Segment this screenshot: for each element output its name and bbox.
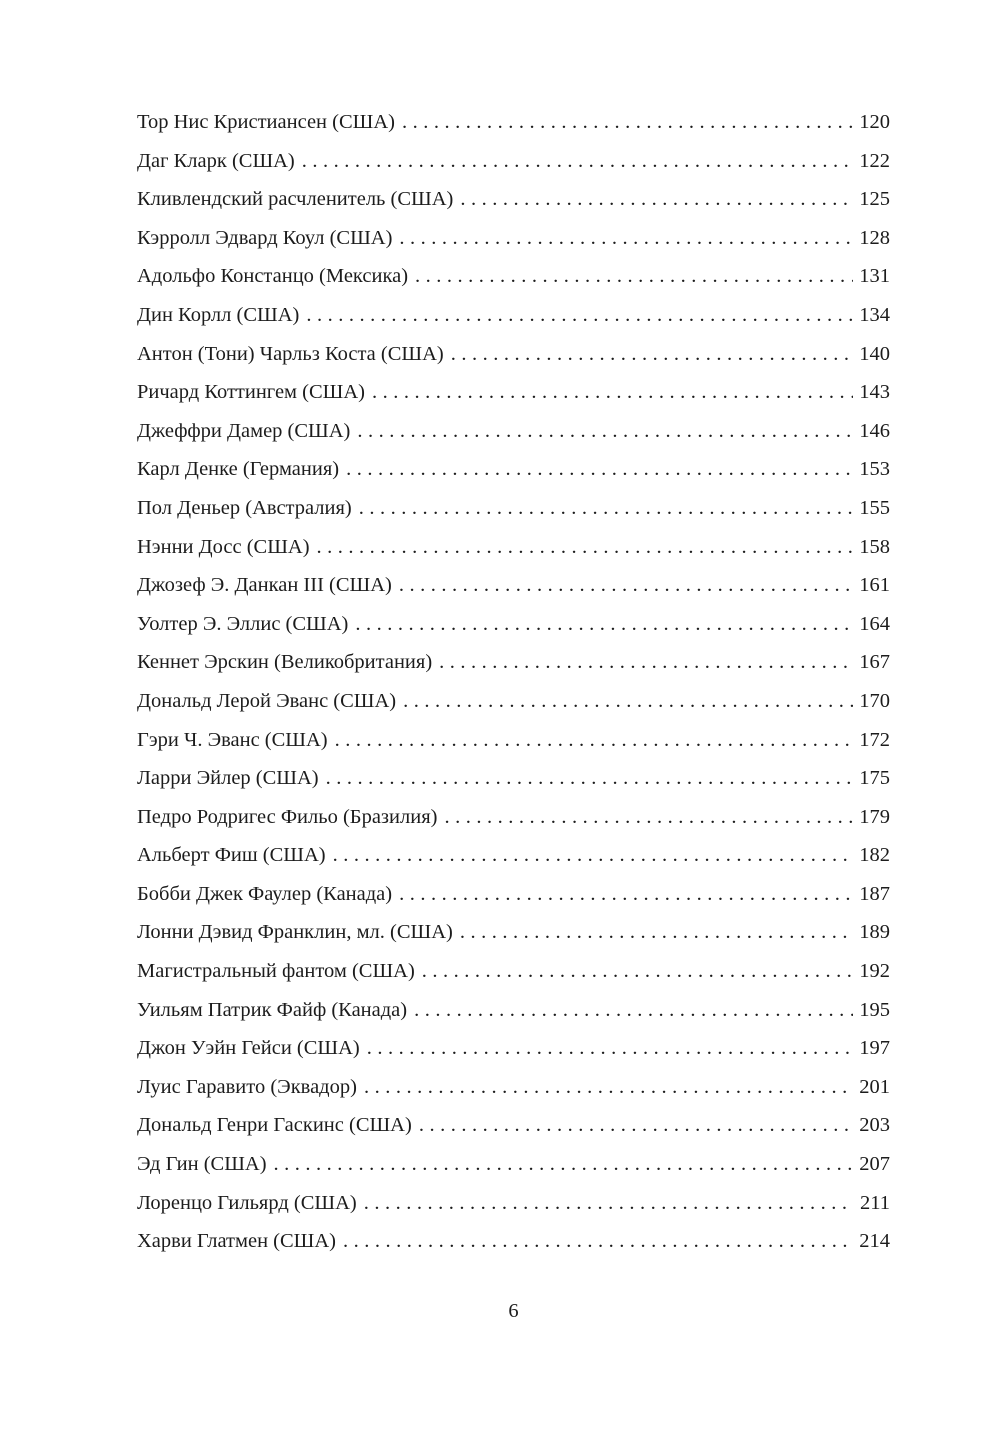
toc-entry-title: Нэнни Досс (США) bbox=[137, 535, 310, 558]
toc-entry-title: Уолтер Э. Эллис (США) bbox=[137, 612, 349, 635]
toc-entry-page: 131 bbox=[859, 265, 890, 288]
toc-entry-title: Пол Деньер (Австралия) bbox=[137, 496, 352, 519]
toc-dot-leader bbox=[335, 721, 853, 760]
toc-entry-title: Харви Глатмен (США) bbox=[137, 1230, 336, 1253]
toc-entry-page: 179 bbox=[859, 805, 890, 828]
toc-dot-leader bbox=[302, 142, 853, 181]
toc-entry-page: 172 bbox=[859, 728, 890, 751]
toc-entry-page: 175 bbox=[859, 767, 890, 790]
toc-entry-page: 187 bbox=[859, 882, 890, 905]
toc-list bbox=[137, 103, 890, 1261]
toc-dot-leader bbox=[422, 952, 853, 991]
toc-entry bbox=[137, 412, 890, 451]
toc-entry bbox=[137, 875, 890, 914]
toc-entry-title: Лонни Дэвид Франклин, мл. (США) bbox=[137, 921, 453, 944]
toc-entry bbox=[137, 1145, 890, 1184]
toc-entry bbox=[137, 952, 890, 991]
toc-entry-title: Кэрролл Эдвард Коул (США) bbox=[137, 226, 393, 249]
toc-dot-leader bbox=[364, 1184, 853, 1223]
toc-entry-title: Педро Родригес Фильо (Бразилия) bbox=[137, 805, 438, 828]
toc-entry-page: 161 bbox=[859, 574, 890, 597]
toc-dot-leader bbox=[399, 566, 853, 605]
toc-dot-leader bbox=[364, 1068, 853, 1107]
toc-entry-page: 207 bbox=[859, 1153, 890, 1176]
page-number: 6 bbox=[508, 1300, 519, 1322]
toc-dot-leader bbox=[439, 643, 853, 682]
toc-dot-leader bbox=[415, 257, 853, 296]
toc-entry bbox=[137, 335, 890, 374]
toc-dot-leader bbox=[359, 489, 853, 528]
toc-entry-page: 146 bbox=[859, 419, 890, 442]
toc-dot-leader bbox=[399, 875, 853, 914]
toc-entry-page: 214 bbox=[859, 1230, 890, 1253]
toc-entry-page: 197 bbox=[859, 1037, 890, 1060]
toc-entry bbox=[137, 566, 890, 605]
toc-entry bbox=[137, 142, 890, 181]
toc-entry bbox=[137, 373, 890, 412]
toc-entry-page: 203 bbox=[859, 1114, 890, 1137]
toc-entry-page: 211 bbox=[860, 1191, 890, 1214]
toc-entry-page: 143 bbox=[859, 381, 890, 404]
toc-dot-leader bbox=[317, 528, 853, 567]
toc-entry bbox=[137, 798, 890, 837]
toc-entry-title: Дональд Генри Гаскинс (США) bbox=[137, 1114, 412, 1137]
toc-entry-title: Альберт Фиш (США) bbox=[137, 844, 326, 867]
toc-entry-title: Уильям Патрик Файф (Канада) bbox=[137, 998, 408, 1021]
toc-entry-title: Джеффри Дамер (США) bbox=[137, 419, 351, 442]
toc-entry bbox=[137, 296, 890, 335]
toc-entry-page: 158 bbox=[859, 535, 890, 558]
toc-entry-title: Эд Гин (США) bbox=[137, 1153, 267, 1176]
toc-entry-title: Джон Уэйн Гейси (США) bbox=[137, 1037, 360, 1060]
toc-entry-page: 201 bbox=[859, 1075, 890, 1098]
toc-entry bbox=[137, 1068, 890, 1107]
toc-entry-page: 182 bbox=[859, 844, 890, 867]
toc-entry-title: Антон (Тони) Чарльз Коста (США) bbox=[137, 342, 444, 365]
toc-entry bbox=[137, 759, 890, 798]
toc-entry-title: Карл Денке (Германия) bbox=[137, 458, 340, 481]
toc-dot-leader bbox=[460, 913, 853, 952]
toc-entry-title: Джозеф Э. Данкан III (США) bbox=[137, 574, 392, 597]
toc-entry bbox=[137, 103, 890, 142]
toc-entry-title: Лоренцо Гильярд (США) bbox=[137, 1191, 357, 1214]
toc-entry bbox=[137, 450, 890, 489]
toc-entry bbox=[137, 991, 890, 1030]
toc-entry-title: Магистральный фантом (США) bbox=[137, 960, 415, 983]
toc-entry bbox=[137, 836, 890, 875]
toc-entry-page: 125 bbox=[859, 188, 890, 211]
toc-entry bbox=[137, 489, 890, 528]
toc-entry bbox=[137, 257, 890, 296]
toc-entry-title: Кеннет Эрскин (Великобритания) bbox=[137, 651, 433, 674]
toc-dot-leader bbox=[444, 798, 853, 837]
toc-entry-page: 155 bbox=[859, 496, 890, 519]
toc-dot-leader bbox=[372, 373, 853, 412]
toc-entry-page: 167 bbox=[859, 651, 890, 674]
toc-entry-page: 164 bbox=[859, 612, 890, 635]
toc-entry bbox=[137, 1029, 890, 1068]
toc-entry bbox=[137, 721, 890, 760]
toc-dot-leader bbox=[403, 682, 853, 721]
toc-dot-leader bbox=[414, 991, 853, 1030]
toc-dot-leader bbox=[333, 836, 853, 875]
toc-entry-page: 153 bbox=[859, 458, 890, 481]
toc-entry-title: Адольфо Констанцо (Мексика) bbox=[137, 265, 409, 288]
toc-dot-leader bbox=[326, 759, 853, 798]
toc-dot-leader bbox=[399, 219, 853, 258]
toc-dot-leader bbox=[367, 1029, 853, 1068]
toc-entry-title: Гэри Ч. Эванс (США) bbox=[137, 728, 328, 751]
toc-entry bbox=[137, 1106, 890, 1145]
toc-entry bbox=[137, 682, 890, 721]
toc-entry-title: Дональд Лерой Эванс (США) bbox=[137, 689, 397, 712]
toc-entry-page: 128 bbox=[859, 226, 890, 249]
toc-entry-title: Тор Нис Кристиансен (США) bbox=[137, 111, 395, 133]
toc-entry bbox=[137, 605, 890, 644]
toc-dot-leader bbox=[306, 296, 853, 335]
toc-entry-title: Ларри Эйлер (США) bbox=[137, 767, 319, 790]
toc-dot-leader bbox=[355, 605, 853, 644]
toc-entry bbox=[137, 1222, 890, 1261]
toc-entry-page: 195 bbox=[859, 998, 890, 1021]
toc-entry-title: Дин Корлл (США) bbox=[137, 303, 300, 326]
toc-dot-leader bbox=[346, 450, 853, 489]
toc-entry-page: 122 bbox=[859, 149, 890, 172]
toc-entry bbox=[137, 643, 890, 682]
toc-entry bbox=[137, 180, 890, 219]
toc-entry bbox=[137, 1184, 890, 1223]
toc-entry bbox=[137, 219, 890, 258]
toc-dot-leader bbox=[419, 1106, 853, 1145]
toc-entry-page: 134 bbox=[859, 303, 890, 326]
toc-dot-leader bbox=[343, 1222, 853, 1261]
toc-entry-page: 140 bbox=[859, 342, 890, 365]
toc-dot-leader bbox=[402, 103, 853, 142]
toc-entry bbox=[137, 528, 890, 567]
toc-entry bbox=[137, 913, 890, 952]
toc-entry-page: 120 bbox=[859, 111, 890, 133]
toc-entry-title: Бобби Джек Фаулер (Канада) bbox=[137, 882, 393, 905]
toc-dot-leader bbox=[357, 412, 853, 451]
toc-entry-title: Даг Кларк (США) bbox=[137, 149, 295, 172]
toc-entry-title: Луис Гаравито (Эквадор) bbox=[137, 1075, 357, 1098]
toc-dot-leader bbox=[274, 1145, 853, 1184]
toc-dot-leader bbox=[460, 180, 853, 219]
toc-entry-title: Ричард Коттингем (США) bbox=[137, 381, 365, 404]
toc-entry-title: Кливлендский расчленитель (США) bbox=[137, 188, 454, 211]
toc-entry-page: 170 bbox=[859, 689, 890, 712]
toc-entry-page: 189 bbox=[859, 921, 890, 944]
toc-dot-leader bbox=[451, 335, 853, 374]
toc-entry-page: 192 bbox=[859, 960, 890, 983]
